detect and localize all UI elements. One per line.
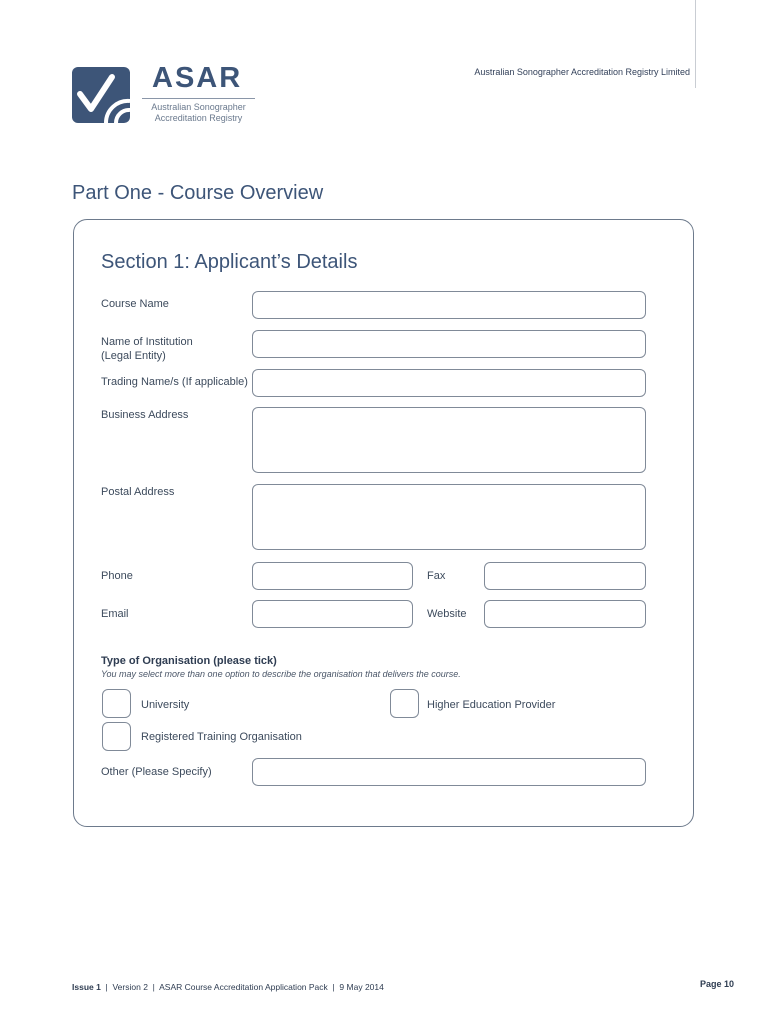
- other-label: Other (Please Specify): [101, 766, 212, 778]
- organisation-type-heading: Type of Organisation (please tick): [101, 655, 277, 667]
- institution-label-line2: (Legal Entity): [101, 350, 166, 362]
- asar-logo-icon: [72, 67, 130, 123]
- postal-address-label: Postal Address: [101, 486, 175, 498]
- footer-details: | Version 2 | ASAR Course Accreditation Application Pack | 9 May 2014: [100, 982, 384, 992]
- fax-label: Fax: [427, 570, 446, 582]
- website-label: Website: [427, 608, 467, 620]
- email-label: Email: [101, 608, 129, 620]
- other-field[interactable]: [252, 758, 646, 786]
- company-name: Australian Sonographer Accreditation Registry Limited: [474, 67, 690, 77]
- page-number: Page 10: [699, 979, 734, 989]
- trading-names-field[interactable]: [252, 369, 646, 397]
- website-field[interactable]: [484, 600, 646, 628]
- higher-education-label: Higher Education Provider: [427, 699, 556, 711]
- business-address-field[interactable]: [252, 407, 646, 473]
- logo-subtitle: [142, 102, 255, 124]
- university-checkbox[interactable]: [102, 689, 131, 718]
- phone-field[interactable]: [252, 562, 413, 590]
- higher-education-checkbox[interactable]: [390, 689, 419, 718]
- logo-subtitle-line1: Australian Sonographer: [151, 102, 246, 112]
- course-name-label: Course Name: [101, 298, 169, 310]
- trading-names-label: Trading Name/s (If applicable): [101, 376, 248, 388]
- rto-label: Registered Training Organisation: [141, 731, 302, 743]
- logo-wordmark: ASAR: [152, 62, 243, 94]
- fax-field[interactable]: [484, 562, 646, 590]
- organisation-type-note: You may select more than one option to describe the organisation that delivers the course.: [101, 669, 461, 679]
- course-name-field[interactable]: [252, 291, 646, 319]
- postal-address-field[interactable]: [252, 484, 646, 550]
- logo-rule: [142, 98, 255, 99]
- footer-info: [72, 982, 384, 992]
- phone-label: Phone: [101, 570, 133, 582]
- university-label: University: [141, 699, 190, 711]
- institution-field[interactable]: [252, 330, 646, 358]
- rto-checkbox[interactable]: [102, 722, 131, 751]
- logo-subtitle-line2: Accreditation Registry: [154, 113, 243, 123]
- email-field[interactable]: [252, 600, 413, 628]
- institution-label-line1: Name of Institution: [101, 336, 193, 348]
- section-title: Section 1: Applicant’s Details: [101, 251, 358, 273]
- footer-issue: Issue 1: [72, 982, 101, 992]
- institution-label: [101, 335, 193, 363]
- part-title: Part One - Course Overview: [72, 182, 324, 204]
- business-address-label: Business Address: [101, 409, 189, 421]
- header-divider: [695, 0, 696, 88]
